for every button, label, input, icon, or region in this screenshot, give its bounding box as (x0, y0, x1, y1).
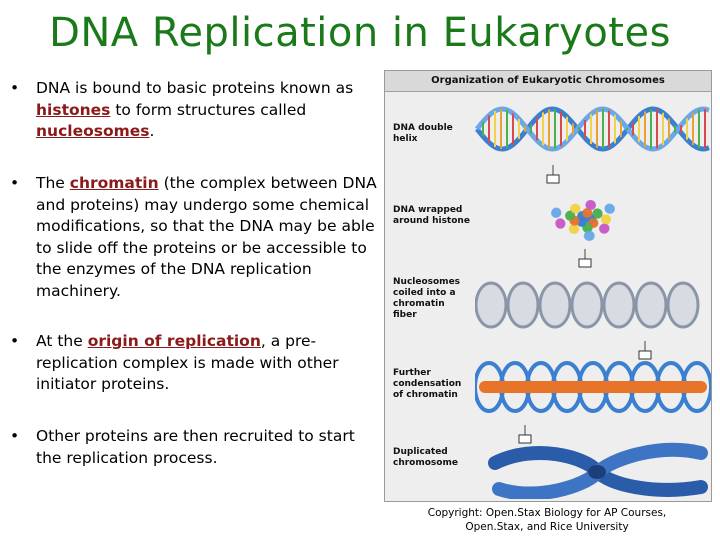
bullet-text-run: , a pre-replication complex is made with other initiator proteins. (36, 332, 339, 393)
key-term-chromatin: chromatin (69, 174, 159, 192)
zoom-box (639, 351, 651, 359)
bullet-text-run: Other proteins are then recruited to start the replication process. (36, 427, 355, 467)
chromosome-organization-figure (384, 70, 712, 502)
zoom-box (547, 175, 559, 183)
bullet-text (36, 426, 381, 469)
bullet-text-run: At the (36, 332, 88, 350)
bullet-text-run: DNA is bound to basic proteins known as (36, 79, 354, 97)
figure-label-further-condensation: Further condensation of chromatin (393, 368, 462, 400)
copyright-notice (384, 506, 710, 534)
bullet-text (36, 331, 381, 396)
key-term-nucleosomes: nucleosomes (36, 122, 150, 140)
histone-wrapped-illustration (551, 200, 615, 241)
bullet-marker: • (10, 79, 20, 97)
zoom-box (579, 259, 591, 267)
figure-label-double-helix: DNA double helix (393, 123, 453, 144)
figure-header: Organization of Eukaryotic Chromosomes (385, 71, 711, 92)
condensed-chromatin-illustration (475, 363, 711, 411)
zoom-box (519, 435, 531, 443)
key-term-histones: histones (36, 100, 111, 119)
bullet-marker: • (10, 427, 20, 445)
bullet-marker: • (10, 174, 20, 192)
copyright-line: Copyright: Open.Stax Biology for AP Courses, (427, 507, 667, 519)
figure-label-chromatin-fiber: Nucleosomes coiled into a chromatin fiber (393, 277, 461, 320)
bullet-text-run: to form structures called (110, 100, 307, 119)
bullet-text-run: . (149, 122, 155, 140)
bullet-marker: • (10, 332, 20, 350)
figure-label-duplicated-chromosome: Duplicated chromosome (393, 447, 458, 468)
bullet-text-run: (the complex between DNA and proteins) may undergo some chemical modifications, so that the DNA may be able to slide off the proteins or be accessible to the enzymes of the DNA replication machinery. (36, 174, 377, 300)
bullet-text-run: The (36, 174, 70, 192)
chromosome-illustration (475, 91, 711, 499)
key-term-origin-of-replication: origin of replication (87, 332, 261, 350)
bullet-text (36, 78, 381, 143)
double-helix-illustration (477, 109, 709, 149)
bullet-text (36, 173, 381, 302)
duplicated-chromosome-illustration (495, 450, 701, 494)
slide-title: DNA Replication in Eukaryotes (49, 10, 671, 56)
copyright-line: Open.Stax, and Rice University (465, 521, 629, 533)
chromatin-fiber-illustration (476, 283, 698, 327)
figure-label-wrapped-histone: DNA wrapped around histone (393, 205, 470, 226)
